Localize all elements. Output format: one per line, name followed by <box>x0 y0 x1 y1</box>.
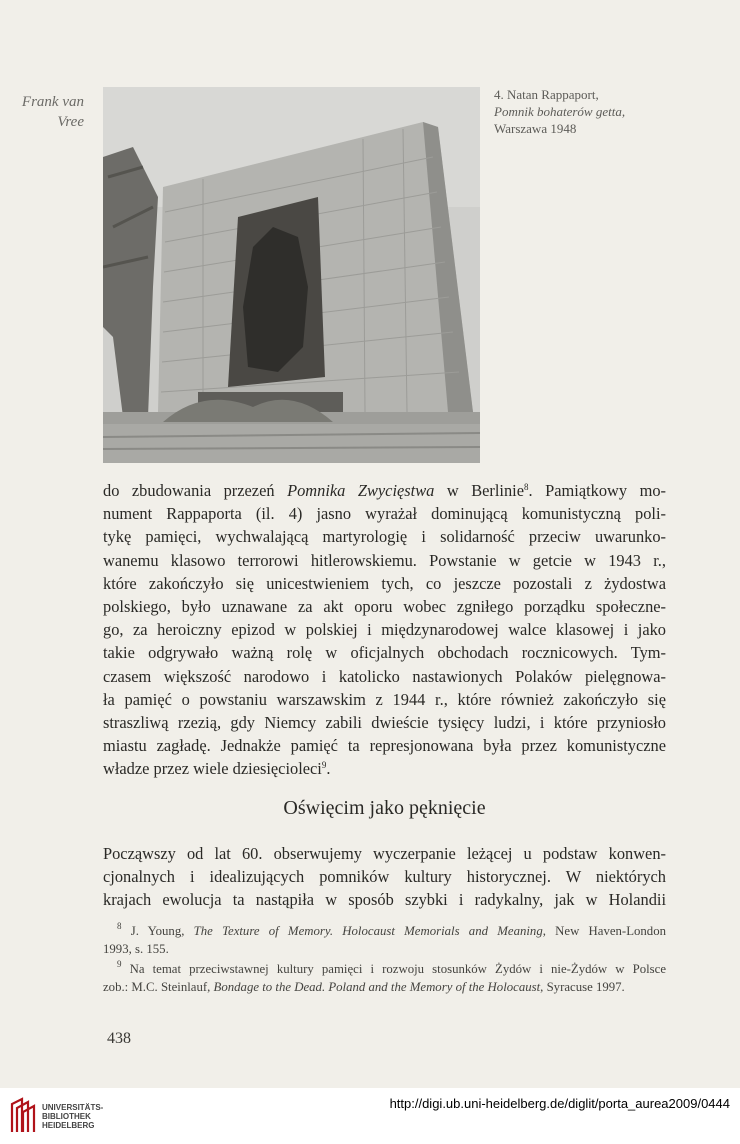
footnote-9 <box>103 960 666 996</box>
footnote-line: 1993, s. 155. <box>103 942 169 956</box>
footnote-8 <box>103 922 666 958</box>
footnote-line: $^9$ Na temat przeciwstawnej kultury pamięci i rozwoju stosunków Żydów i nie-Żydów w Polsce <box>117 959 666 976</box>
text-line: krajach ewolucja ta nastąpiła w sposób szybki i radykalny, jak w Holandii <box>103 890 666 910</box>
text-line: wanemu klasowo terrorowi hitlerowskiemu. Powstanie w getcie w 1943 r., <box>103 550 666 570</box>
text-line: tykę pamięci, wychwalającą martyrologię i solidarność przeciw uwarunko- <box>103 527 666 547</box>
text-line: takie odgrywało ważną rolę w oficjalnych obchodach rocznicowych. Tym- <box>103 643 666 663</box>
text-line: nument Rappaporta (il. 4) jasno wyrażał dominującą komunistyczną poli- <box>103 504 666 524</box>
text-line: go, za heroiczny epizod w polskiej i międzynarodowej walce klasowej i jako <box>103 620 666 640</box>
monument-photo <box>103 87 480 463</box>
footnote-line: zob.: M.C. Steinlauf, Bondage to the Dead. Poland and the Memory of the Holocaust, Syracuse 1997. <box>103 980 625 994</box>
footnote-ref-9[interactable]: 9 <box>321 760 327 771</box>
caption-place-year: Warszawa 1948 <box>494 121 577 136</box>
page-number: 438 <box>107 1030 131 1047</box>
footnote-ref-8[interactable]: 8 <box>524 482 529 492</box>
paragraph-1 <box>103 479 666 781</box>
author-line-2: Vree <box>57 114 84 130</box>
digitization-footer <box>0 1088 740 1144</box>
paragraph-2 <box>103 842 666 912</box>
figure-caption <box>494 86 694 137</box>
text-line: miastu zagładę. Jednakże pamięć ta represjonowana była przez komunistyczne <box>103 736 666 756</box>
text-line: czasem większość narodowo i katolicko nastawionych Polaków pielęgnowa- <box>103 666 666 686</box>
author-line-1: Frank van <box>21 94 84 110</box>
footnote-line: $^8$ J. Young, The Texture of Memory. Holocaust Memorials and Meaning, New Haven-London <box>117 921 667 938</box>
running-header-author <box>14 92 84 132</box>
text-line: władze przez wiele dziesięcioleci$^9$. <box>103 759 331 779</box>
ghetto-heroes-monument-image <box>103 87 480 463</box>
text-line: straszliwą rzezią, gdy Niemcy zabili dwieście tysięcy ludzi, i które przyniosło <box>103 713 666 733</box>
section-heading: Oświęcim jako pęknięcie <box>283 797 486 819</box>
text-line: polskiego, było uznawane za akt oporu wobec zgniłego porządku społeczne- <box>103 597 666 617</box>
text-line: które zakończyło się unicestwieniem tych, co jeszcze pozostali z żydostwa <box>103 573 666 593</box>
caption-author: 4. Natan Rappaport, <box>494 87 599 102</box>
text-line: Począwszy od lat 60. obserwujemy wyczerpanie leżącej u podstaw konwen- <box>103 844 666 863</box>
caption-title: Pomnik bohaterów getta, <box>494 104 626 119</box>
text-line: do zbudowania przezeń Pomnika Zwycięstwa w Berlinie$^8$. Pamiątkowy mo- <box>103 481 666 500</box>
library-name: UNIVERSITÄTS- BIBLIOTHEK HEIDELBERG <box>42 1103 104 1130</box>
university-library-logo-icon[interactable] <box>8 1096 38 1136</box>
text-line: cjonalnych i idealizujących pomników kultury historycznej. W niektórych <box>103 867 666 887</box>
text-line: ła pamięć o powstaniu warszawskim z 1944 r., które również zakończyło się <box>103 689 666 709</box>
source-url-link[interactable]: http://digi.ub.uni-heidelberg.de/diglit/porta_aurea2009/0444 <box>389 1096 730 1111</box>
